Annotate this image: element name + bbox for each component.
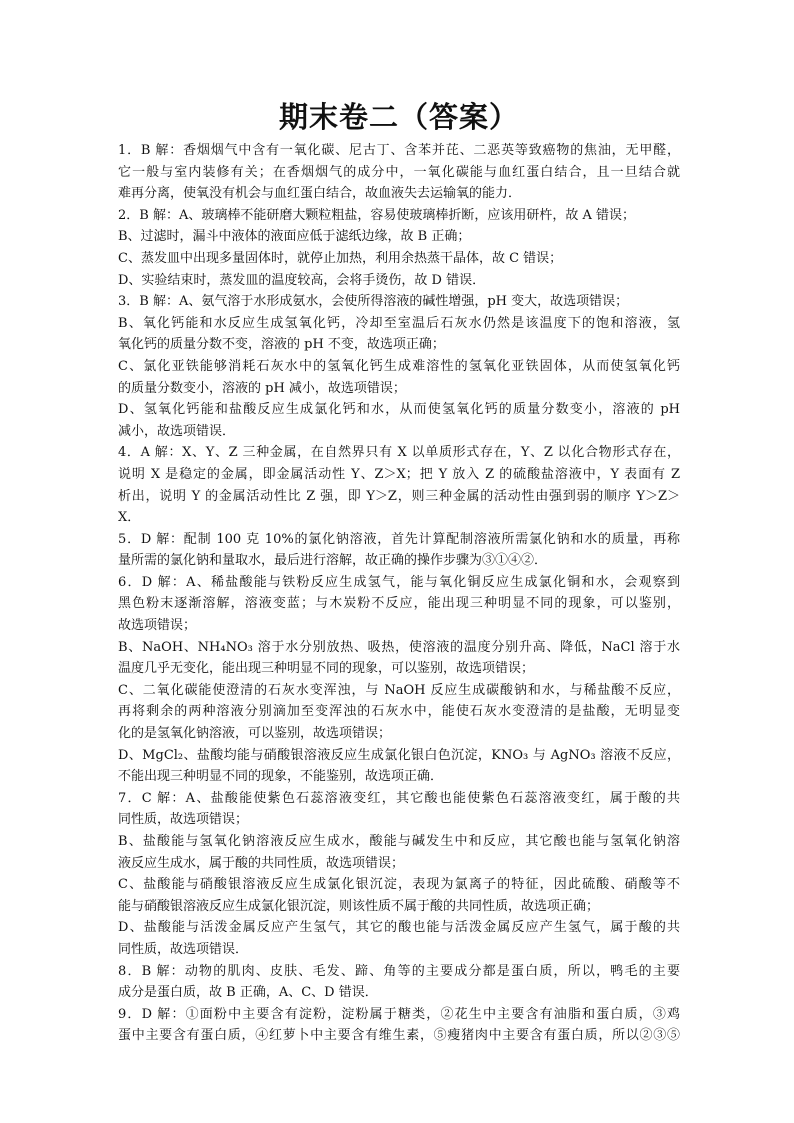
answer-line: 同性质，故选项错误； (118, 812, 249, 828)
answer-line: C、二氧化碳能使澄清的石灰水变浑浊，与 NaOH 反应生成碳酸钠和水，与稀盐酸不反应， (118, 682, 680, 698)
answer-line: C、蒸发皿中出现多量固体时，就停止加热，利用余热蒸干晶体，故 C 错误； (118, 250, 563, 266)
answer-line: 7．C 解：A、盐酸能使紫色石蕊溶液变红，其它酸也能使紫色石蕊溶液变红，属于酸的共 (118, 790, 680, 806)
answer-line: 减小，故选项错误． (118, 423, 236, 439)
answer-line: 能与硝酸银溶液反应生成氯化银沉淀，则该性质不属于酸的共同性质，故选项正确； (118, 898, 600, 914)
answer-line: 析出，说明 Y 的金属活动性比 Z 强，即 Y＞Z，则三种金属的活动性由强到弱的顺序 Y＞Z＞ (118, 488, 680, 504)
answer-line: 温度几乎无变化，能出现三种明显不同的现象，可以鉴别，故选项错误； (118, 661, 535, 677)
answer-line: 成分是蛋白质，故 B 正确，A、C、D 错误． (118, 985, 378, 1001)
answer-line: 再将剩余的两种溶液分别滴加至变浑浊的石灰水中，能使石灰水变澄清的是盐酸，无明显变 (118, 704, 680, 720)
answer-line: B、盐酸能与氢氧化钠溶液反应生成水，酸能与碱发生中和反应，其它酸也能与氢氧化钠溶 (118, 834, 680, 849)
answer-line: B、氧化钙能和水反应生成氢氧化钙，冷却至室温后石灰水仍然是该温度下的饱和溶液，氢 (118, 315, 680, 331)
answer-line: 1．B 解：香烟烟气中含有一氧化碳、尼古丁、含苯并芘、二恶英等致癌物的焦油，无甲醛， (118, 143, 680, 158)
answer-line: 氧化钙的质量分数不变，溶液的 pH 不变，故选项正确； (118, 337, 445, 353)
answer-line: X． (118, 510, 141, 526)
answer-line: 的质量分数变小，溶液的 pH 减小，故选项错误； (118, 380, 406, 396)
answer-line: B、过滤时，漏斗中液体的液面应低于滤纸边缘，故 B 正确； (118, 229, 471, 245)
answer-line: 化的是氢氧化钠溶液，可以鉴别，故选项错误； (118, 726, 392, 742)
answer-line: 黑色粉末逐渐溶解，溶液变蓝；与木炭粉不反应，能出现三种明显不同的现象，可以鉴别， (118, 596, 680, 612)
answer-line: 3．B 解：A、氨气溶于水形成氨水，会使所得溶液的碱性增强，pH 变大，故选项错误； (118, 294, 629, 310)
answer-line: D、MgCl₂、盐酸均能与硝酸银溶液反应生成氯化银白色沉淀，KNO₃ 与 AgNO₃ 溶液不反应， (118, 747, 680, 763)
answer-body (118, 140, 680, 1047)
answer-line: 蛋中主要含有蛋白质，④红萝卜中主要含有维生素，⑤瘦猪肉中主要含有蛋白质，所以②③⑤ (118, 1028, 680, 1044)
answer-line: 不能出现三种明显不同的现象，不能鉴别，故选项正确． (118, 769, 444, 785)
answer-line: 故选项错误； (118, 618, 197, 634)
answer-page (118, 96, 680, 1047)
answer-line: 说明 X 是稳定的金属，即金属活动性 Y、Z＞X；把 Y 放入 Z 的硫酸盐溶液中，Y 表面有 Z (118, 466, 680, 482)
answer-line: 液反应生成水，属于酸的共同性质，故选项错误； (118, 855, 405, 871)
answer-line: C、盐酸能与硝酸银溶液反应生成氯化银沉淀，表现为氯离子的特征，因此硫酸、硝酸等不 (118, 877, 680, 893)
answer-line: 4．A 解：X、Y、Z 三种金属，在自然界只有 X 以单质形式存在，Y、Z 以化合物形式存在， (118, 445, 680, 461)
answer-line: 它一般与室内装修有关；在香烟烟气的成分中，一氧化碳能与血红蛋白结合，且一旦结合就 (118, 164, 680, 180)
answer-line: D、氢氧化钙能和盐酸反应生成氯化钙和水，从而使氢氧化钙的质量分数变小，溶液的 pH (118, 402, 680, 418)
answer-line: 难再分离，使氧没有机会与血红蛋白结合，故血液失去运输氧的能力． (118, 186, 522, 202)
answer-line: 5．D 解：配制 100 克 10%的氯化钠溶液，首先计算配制溶液所需氯化钠和水的质量，再称 (118, 531, 680, 547)
page-title: 期末卷二（答案） (278, 100, 519, 134)
answer-line: 同性质，故选项错误． (118, 941, 249, 957)
answer-line: 2．B 解：A、玻璃棒不能研磨大颗粒粗盐，容易使玻璃棒折断，应该用研杵，故 A 错误； (118, 207, 635, 223)
answer-line: 量所需的氯化钠和量取水，最后进行溶解，故正确的操作步骤为③①④②． (118, 553, 548, 569)
answer-line: D、盐酸能与活泼金属反应产生氢气，其它的酸也能与活泼金属反应产生氢气，属于酸的共 (118, 920, 680, 936)
answer-line: C、氯化亚铁能够消耗石灰水中的氢氧化钙生成难溶性的氢氧化亚铁固体，从而使氢氧化钙 (118, 358, 680, 374)
answer-line: 6．D 解：A、稀盐酸能与铁粉反应生成氢气，能与氧化铜反应生成氯化铜和水，会观察到 (118, 574, 680, 590)
answer-line: B、NaOH、NH₄NO₃ 溶于水分别放热、吸热，使溶液的温度分别升高、降低，NaCl 溶于水 (118, 639, 680, 655)
answer-line: 8．B 解：动物的肌肉、皮肤、毛发、蹄、角等的主要成分都是蛋白质，所以，鸭毛的主要 (118, 963, 680, 979)
answer-line: D、实验结束时，蒸发皿的温度较高，会将手烫伤，故 D 错误． (118, 272, 486, 288)
answer-line: 9．D 解：①面粉中主要含有淀粉，淀粉属于糖类，②花生中主要含有油脂和蛋白质，③鸡 (118, 1006, 680, 1022)
